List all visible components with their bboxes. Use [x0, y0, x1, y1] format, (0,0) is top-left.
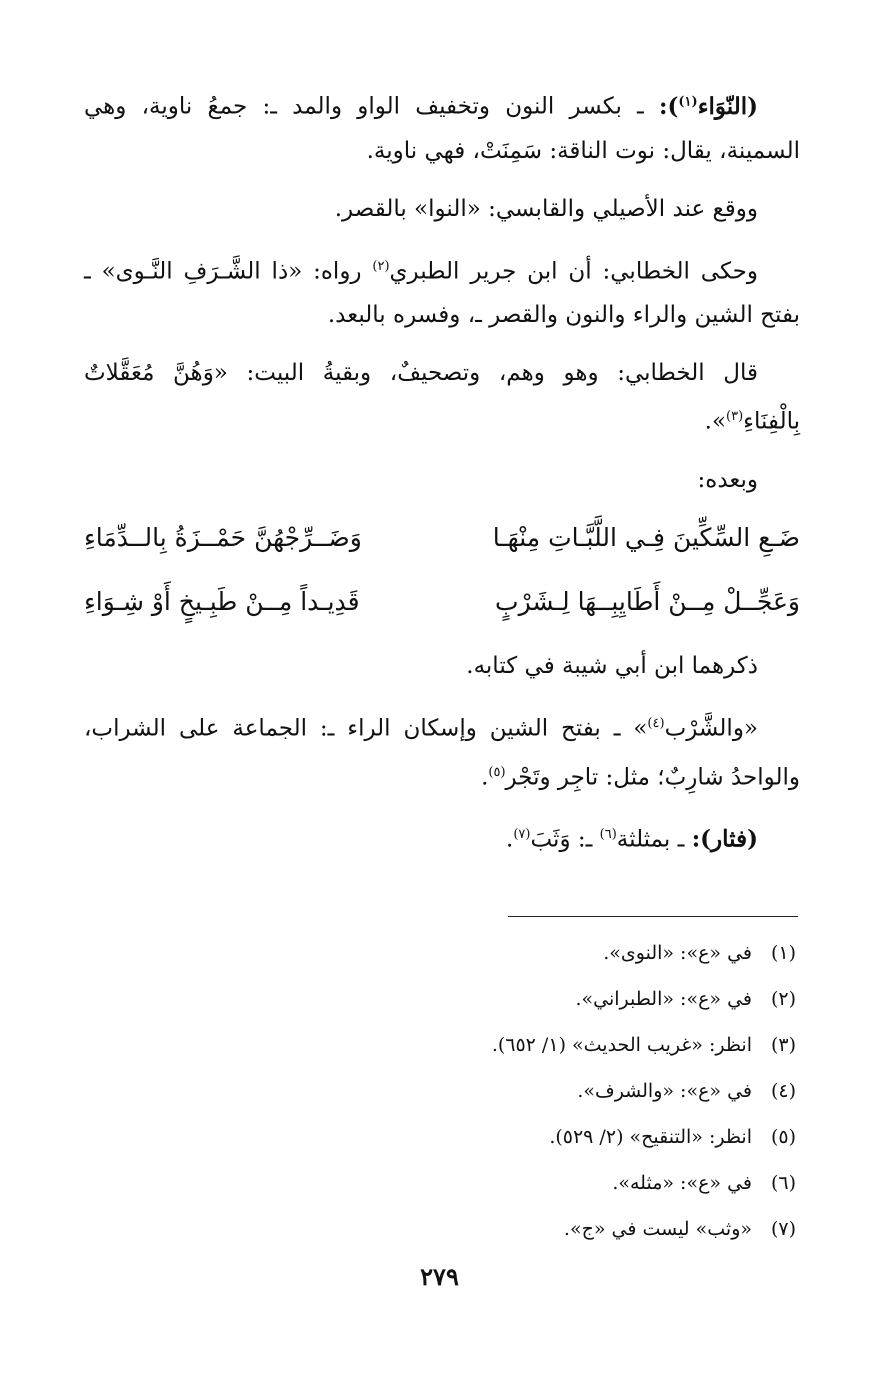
footnote-ref: (٥) — [488, 764, 506, 780]
footnote-number: (٢) — [770, 988, 796, 1010]
footnote-number: (٤) — [770, 1080, 796, 1102]
paragraph-text: ». — [704, 408, 727, 435]
paragraph-text: ذكرهما ابن أبي شيبة في كتابه. — [466, 652, 758, 679]
paragraph-text: » ـ بفتح الشين وإسكان الراء ـ: الجماعة على الشراب، والواحدُ شارِبٌ؛ مثل: تاجِر وتَجْر — [84, 715, 800, 791]
paragraph-asili — [84, 187, 800, 231]
paragraph-text: ـ بمثلثة — [616, 826, 692, 853]
paragraph-text: قال الخطابي: وهو وهم، وتصحيفٌ، وبقيةُ البيت: «وَهُنَّ مُعَقَّلاتٌ بِالْفِنَاءِ — [84, 360, 800, 435]
footnote-item — [84, 1114, 796, 1160]
footnote-item — [84, 1206, 796, 1252]
term-heading: (فثار): — [691, 825, 758, 853]
paragraph-text: . — [481, 764, 489, 791]
footnote-number: (٧) — [770, 1218, 796, 1240]
paragraph-khattabi-1 — [84, 245, 800, 338]
term-heading-text: (النّوَاء — [697, 92, 758, 120]
footnote-text: انظر: «التنقيح» (٢/ ٥٢٩). — [549, 1126, 752, 1148]
verse-first-hemistich: ضَـعِ السِّكِّينَ فِـي اللَّبَّـاتِ مِنْهَـا — [492, 522, 800, 552]
footnote-ref: (٢) — [372, 258, 390, 274]
footnote-item — [84, 1022, 796, 1068]
paragraph-sharb — [84, 702, 800, 799]
paragraph-text: . — [506, 826, 514, 853]
paragraph-text: وحكى الخطابي: أن ابن جرير الطبري — [389, 258, 758, 285]
paragraph-khattabi-2 — [84, 351, 800, 444]
footnote-item — [84, 1068, 796, 1114]
footnote-number: (١) — [770, 942, 796, 964]
footnote-text: في «ع»: «مثله». — [612, 1172, 752, 1194]
footnote-text: «وثب» ليست في «ج». — [563, 1218, 752, 1240]
paragraph-text: ووقع عند الأصيلي والقابسي: «النوا» بالقصر. — [334, 195, 758, 222]
footnote-text: في «ع»: «النوى». — [603, 942, 752, 964]
paragraph-baadahu — [84, 458, 800, 502]
page-number: ٢٧٩ — [420, 1262, 459, 1291]
footnote-item — [84, 1160, 796, 1206]
footnote-item — [84, 930, 796, 976]
paragraph-text: ـ بكسر النون وتخفيف الواو والمد ـ: جمعُ ناوية، وهي السمينة، يقال: نوت الناقة: سَمِنَتْ، فهي ناوية. — [84, 93, 800, 164]
footnote-text: انظر: «غريب الحديث» (١/ ٦٥٢). — [491, 1034, 752, 1056]
paragraph-nawaa — [84, 80, 800, 173]
verse-second-hemistich: وَضَــرِّجْهُنَّ حَمْــزَةُ بِالــدِّمَاءِ — [84, 522, 362, 552]
footnote-ref: (٣) — [726, 409, 744, 425]
term-heading-close: ): — [659, 92, 679, 120]
verse-line — [84, 580, 800, 624]
footnote-separator — [508, 916, 798, 917]
footnote-number: (٦) — [770, 1172, 796, 1194]
footnote-text: في «ع»: «الطبراني». — [575, 988, 752, 1010]
footnote-text: في «ع»: «والشرف». — [577, 1080, 752, 1102]
paragraph-text: رواه: «ذا الشَّـرَفِ النَّـوى» ـ بفتح الشين والراء والنون والقصر ـ، وفسره بالبعد. — [84, 258, 800, 329]
paragraph-ibn-abi-shayba — [84, 644, 800, 688]
verse-first-hemistich: وَعَجِّــلْ مِــنْ أَطَايِبِــهَا لِـشَرْبٍ — [495, 586, 800, 616]
footnotes-list — [84, 930, 796, 1252]
footnote-item — [84, 976, 796, 1022]
footnote-ref: (٧) — [513, 827, 531, 843]
paragraph-text: وبعده: — [697, 466, 758, 493]
footnote-number: (٥) — [770, 1126, 796, 1148]
term-heading — [659, 93, 758, 120]
footnote-ref: (١) — [678, 94, 698, 109]
main-text — [84, 80, 800, 876]
verse-line — [84, 516, 800, 560]
footnote-number: (٣) — [770, 1034, 796, 1056]
footnote-ref: (٤) — [647, 715, 665, 731]
paragraph-fathar — [84, 813, 800, 862]
paragraph-text: ـ: وَثَبَ — [530, 826, 600, 853]
paragraph-text: «والشَّرْب — [664, 715, 758, 742]
verse-second-hemistich: قَدِيـداً مِــنْ طَبِـيخٍ أَوْ شِـوَاءِ — [84, 586, 360, 616]
footnote-ref: (٦) — [599, 827, 617, 843]
